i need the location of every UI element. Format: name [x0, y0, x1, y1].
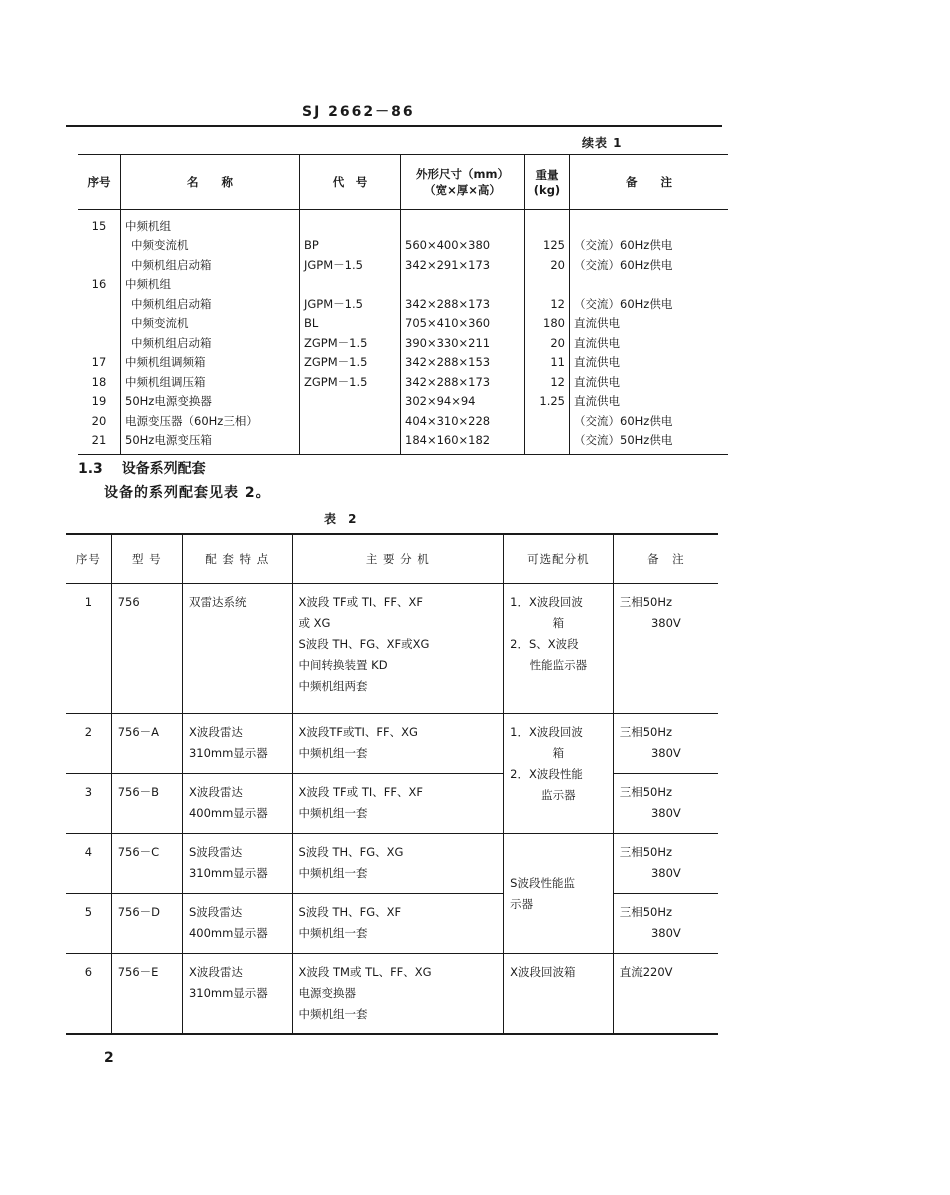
table-row: 2 756－A X波段雷达 310mm显示器 X波段TF或TI、FF、XG 中频机组一套 1．X波段回波 箱 2．X波段性能 监示器 三相50Hz 380V — [66, 714, 718, 774]
remark-cell: 三相50Hz 380V — [613, 894, 718, 954]
table-row: 1 756 双雷达系统 X波段 TF或 TI、FF、XF 或 XG S波段 TH、FG、XF或XG 中间转换装置 KD 中频机组两套 1．X波段回波 箱 2．S、X波段 性能监示器 三相50Hz 380V — [66, 584, 718, 714]
section-heading — [78, 458, 206, 478]
remark-cell: 三相50Hz 380V — [613, 584, 718, 714]
optional-units-cell: 1．X波段回波 箱 2．S、X波段 性能监示器 — [504, 584, 614, 714]
feature-cell: 双雷达系统 — [182, 584, 292, 714]
table-row: 中频机组启动箱 JGPM－1.5 342×288×173 12 （交流）60Hz供电 — [78, 294, 728, 314]
remark-cell: 直流220V — [613, 954, 718, 1035]
remark-cell: 三相50Hz 380V — [613, 714, 718, 774]
col-optional-units: 可选配分机 — [504, 534, 614, 584]
table-row: 3 756－B X波段雷达 400mm显示器 X波段 TF或 TI、FF、XF 中频机组一套 三相50Hz 380V — [66, 774, 718, 834]
optional-units-cell: S波段性能监 示器 — [504, 834, 614, 954]
main-units-cell: X波段 TM或 TL、FF、XG 电源变换器 中频机组一套 — [292, 954, 504, 1035]
col-no: 序号 — [78, 155, 121, 210]
col-size: 外形尺寸（mm） （宽×厚×高） — [401, 155, 525, 210]
table-row: 6 756－E X波段雷达 310mm显示器 X波段 TM或 TL、FF、XG 电源变换器 中频机组一套 X波段回波箱 直流220V — [66, 954, 718, 1035]
main-units-cell: X波段TF或TI、FF、XG 中频机组一套 — [292, 714, 504, 774]
header-rule — [66, 125, 722, 127]
table-1-header — [78, 155, 728, 210]
col-main-units: 主 要 分 机 — [292, 534, 504, 584]
table-2-caption: 表 2 — [324, 512, 361, 526]
table-2-header — [66, 534, 718, 584]
col-remark: 备 注 — [613, 534, 718, 584]
table-2 — [66, 533, 718, 1035]
table-row: 4 756－C S波段雷达 310mm显示器 S波段 TH、FG、XG 中频机组一套 S波段性能监 示器 三相50Hz 380V — [66, 834, 718, 894]
table-row: 中频机组启动箱 ZGPM－1.5 390×330×211 20 直流供电 — [78, 333, 728, 353]
feature-cell: X波段雷达 310mm显示器 — [182, 954, 292, 1035]
main-units-cell: X波段 TF或 TI、FF、XF 中频机组一套 — [292, 774, 504, 834]
feature-cell: X波段雷达 310mm显示器 — [182, 714, 292, 774]
continued-label: 续表 1 — [582, 136, 623, 150]
feature-cell: X波段雷达 400mm显示器 — [182, 774, 292, 834]
page-number: 2 — [104, 1050, 114, 1066]
feature-cell: S波段雷达 400mm显示器 — [182, 894, 292, 954]
table-row: 19 50Hz电源变换器 302×94×94 1.25 直流供电 — [78, 392, 728, 412]
col-remark: 备 注 — [570, 155, 729, 210]
feature-cell: S波段雷达 310mm显示器 — [182, 834, 292, 894]
section-text: 设备的系列配套见表 2。 — [104, 485, 271, 501]
table-row: 中频变流机 BP 560×400×380 125 （交流）60Hz供电 — [78, 236, 728, 256]
col-code: 代 号 — [300, 155, 401, 210]
col-weight: 重量 (kg) — [525, 155, 570, 210]
main-units-cell: S波段 TH、FG、XF 中频机组一套 — [292, 894, 504, 954]
section-number: 1.3 — [78, 461, 103, 477]
table-row: 5 756－D S波段雷达 400mm显示器 S波段 TH、FG、XF 中频机组一套 三相50Hz 380V — [66, 894, 718, 954]
table-row: 21 50Hz电源变压箱 184×160×182 （交流）50Hz供电 — [78, 431, 728, 455]
main-units-cell: X波段 TF或 TI、FF、XF 或 XG S波段 TH、FG、XF或XG 中间转换装置 KD 中频机组两套 — [292, 584, 504, 714]
table-row: 16 中频机组 — [78, 275, 728, 295]
document-code: SJ 2662－86 — [302, 104, 415, 120]
remark-cell: 三相50Hz 380V — [613, 774, 718, 834]
table-row: 17 中频机组调频箱 ZGPM－1.5 342×288×153 11 直流供电 — [78, 353, 728, 373]
section-title: 设备系列配套 — [121, 461, 206, 477]
table-row: 18 中频机组调压箱 ZGPM－1.5 342×288×173 12 直流供电 — [78, 372, 728, 392]
main-units-cell: S波段 TH、FG、XG 中频机组一套 — [292, 834, 504, 894]
col-no: 序号 — [66, 534, 111, 584]
col-model: 型 号 — [111, 534, 182, 584]
remark-cell: 三相50Hz 380V — [613, 834, 718, 894]
optional-units-cell: X波段回波箱 — [504, 954, 614, 1035]
optional-units-cell: 1．X波段回波 箱 2．X波段性能 监示器 — [504, 714, 614, 834]
table-row: 中频机组启动箱 JGPM－1.5 342×291×173 20 （交流）60Hz供电 — [78, 255, 728, 275]
table-1 — [78, 154, 728, 455]
table-row: 20 电源变压器（60Hz三相） 404×310×228 （交流）60Hz供电 — [78, 411, 728, 431]
col-name: 名 称 — [121, 155, 300, 210]
table-row: 中频变流机 BL 705×410×360 180 直流供电 — [78, 314, 728, 334]
table-row: 15 中频机组 — [78, 210, 728, 236]
col-feature: 配 套 特 点 — [182, 534, 292, 584]
